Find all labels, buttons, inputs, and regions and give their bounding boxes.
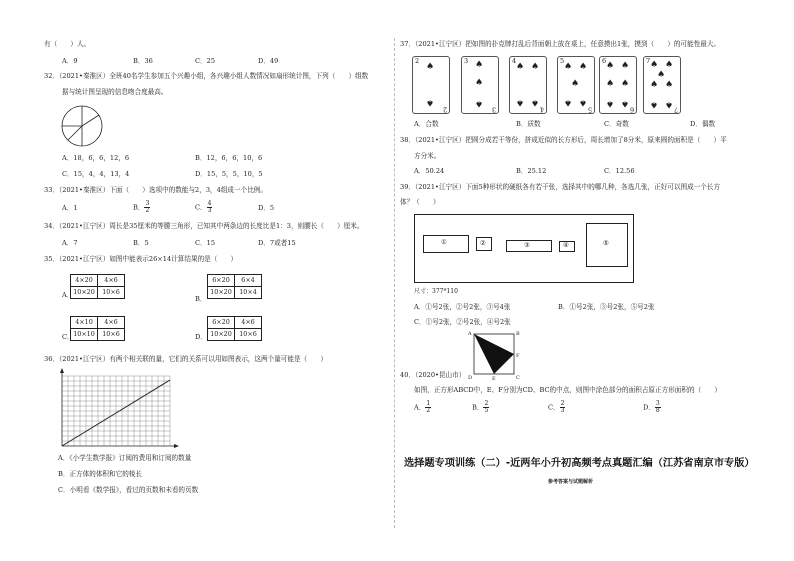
q36-option-a: A．《小学生数学报》订阅的费用和订阅的数量 [58,454,192,462]
q40-square-figure [460,328,526,380]
q34-option-b: B．5 [133,239,149,247]
q36-option-c: C．小明看《数学报》，看过的页数和未看的页数 [58,486,199,494]
q35-label-a: A． [62,291,74,299]
q35-table-a: 4×20 4×6 10×20 10×6 [70,274,125,299]
q35-label-d: D． [195,333,207,341]
q31-option-b: B．36 [133,57,153,65]
q34-stem: 34．（2021•江宁区）周长是35厘米的等腰三角形，已知其中两条边的长度比是1：3，则腰长（ ）厘米。 [44,222,364,230]
svg-text:E: E [492,376,496,380]
q35-label-c: C． [62,333,74,341]
pie-chart [60,104,104,148]
playing-card-6: 6 6 ♠ ♠ ♠ ♠ ♠ ♠ [599,56,637,114]
q39-stem: 39．（2021•江宁区）下面5种形状的硬纸各有若干张，选择其中的哪几种，各选几张，正好可以围成一个长方 [400,183,721,191]
shape-4: ④ [559,241,575,252]
q35-label-b: B． [195,295,207,303]
column-divider [394,38,395,528]
svg-text:C: C [516,375,520,380]
q35-stem: 35．（2021•江宁区）如图中能表示26×14计算结果的是（ ） [44,255,238,263]
q32-option-c: C．15，4，4，13，4 [62,170,130,178]
q31-option-d: D．49 [258,57,279,65]
q33-stem: 33．（2021•秦淮区）下面（ ）选项中的数能与2，3，4组成一个比例。 [44,186,267,194]
q37-option-a: A．合数 [414,120,439,128]
q34-option-a: A．7 [62,239,78,247]
svg-text:F: F [516,353,520,359]
q34-option-d: D．7或者15 [258,239,296,247]
q32-option-b: B．12，6，6，10，6 [195,154,263,162]
q37-option-b: B．质数 [516,120,541,128]
q38-option-b: B．25.12 [516,167,547,175]
q36-stem: 36．（2021•江宁区）有两个相关联的量，它们的关系可以用如图表示，这两个量可能是（ ） [44,355,327,363]
q31-stem-tail: 有（ ）人。 [44,40,91,48]
q40-option-a: A． $\frac{1}{2}$ [414,400,431,414]
q33-option-a: A．1 [62,204,78,212]
q40-option-b: B． $\frac{2}{5}$ [472,400,489,414]
q33-option-c: C． $\frac{4}{3}$ [195,200,212,214]
q38-option-a: A．50.24 [414,167,445,175]
q31-option-c: C．25 [195,57,216,65]
q35-table-d: 6×20 4×6 10×20 10×6 [207,316,262,341]
svg-text:B: B [516,331,520,337]
q32-option-a: A．18，6，6，12，6 [62,154,130,162]
q39-stem-cont: 体？（ ） [400,198,440,206]
q37-option-c: C．奇数 [604,120,629,128]
q36-line-graph [56,368,180,454]
q40-option-d: D． $\frac{3}{8}$ [643,400,660,414]
q37-stem: 37．（2021•江宁区）把如图的扑克牌打乱后背面朝上放在桌上，任意摸出1张，摸到（ ）的可能性最大。 [400,40,721,48]
q40-stem-cont: 如图，正方形ABCD中，E、F分别为CD、BC的中点，则图中涂色部分的面积占原正方形面积的（ ） [414,386,721,394]
q40-stem: 40．（2020•昆山市） [400,371,466,379]
q39-option-a: A．①号2张，②号2张，③号4张 [414,303,511,311]
shape-1: ① [423,235,469,253]
q35-table-c: 4×10 4×6 10×10 10×6 [70,316,125,341]
q36-option-b: B．正方体的体积和它的棱长 [58,470,142,478]
q38-stem-cont: 方分米。 [414,152,441,160]
playing-card-3: 3 3 ♠ ♠ ♠ [461,56,499,114]
q33-option-d: D．5 [258,204,275,212]
q39-option-c: C．①号2张，②号2张，④号2张 [414,318,511,326]
playing-card-5: 5 5 ♠ ♠ ♠ ♠ ♠ [557,56,595,114]
playing-card-2: 2 2 ♠ ♠ [412,56,450,114]
svg-text:A: A [468,331,472,337]
shape-2: ② [476,237,492,251]
shape-3: ③ [506,240,552,252]
svg-text:D: D [468,375,473,380]
playing-card-4: 4 4 ♠ ♠ ♠ ♠ [509,56,547,114]
q35-table-b: 6×20 6×4 10×20 10×4 [207,274,262,299]
q31-option-a: A．9 [62,57,78,65]
q32-option-d: D．15，5，5，10，5 [195,170,263,178]
q39-size-note: 尺寸：377*110 [414,288,458,295]
section-title: 选择题专项训练（二）-近两年小升初高频考点真题汇编（江苏省南京市专版） [404,458,755,469]
shape-5: ⑤ [586,223,628,267]
q38-option-c: C．12.56 [604,167,635,175]
answer-note: 参考答案与试题解析 [548,479,594,485]
q34-option-c: C．15 [195,239,216,247]
q39-shapes-figure [414,214,634,283]
playing-card-7: 7 7 ♠ ♠ ♠ ♠ ♠ ♠ ♠ [643,56,681,114]
q39-option-b: B．①号2张，③号2张，⑤号2张 [558,303,655,311]
q40-option-c: C． $\frac{2}{3}$ [548,400,565,414]
q32-stem-cont: 据与统计图呈现的信息吻合度最高。 [62,88,168,96]
q38-stem: 38．（2021•江宁区）把圆分成若干等份，拼成近似的长方形后，周长增加了8分米，原来圆的面积是（ ）平 [400,136,727,144]
q32-stem: 32．（2021•秦淮区）全班40名学生参加五个兴趣小组，各兴趣小组人数情况如扇形统计图，下列（ ）组数 [44,72,369,80]
q33-option-b: B． $\frac{3}{2}$ [133,200,150,214]
q37-option-d: D．偶数 [690,120,716,128]
